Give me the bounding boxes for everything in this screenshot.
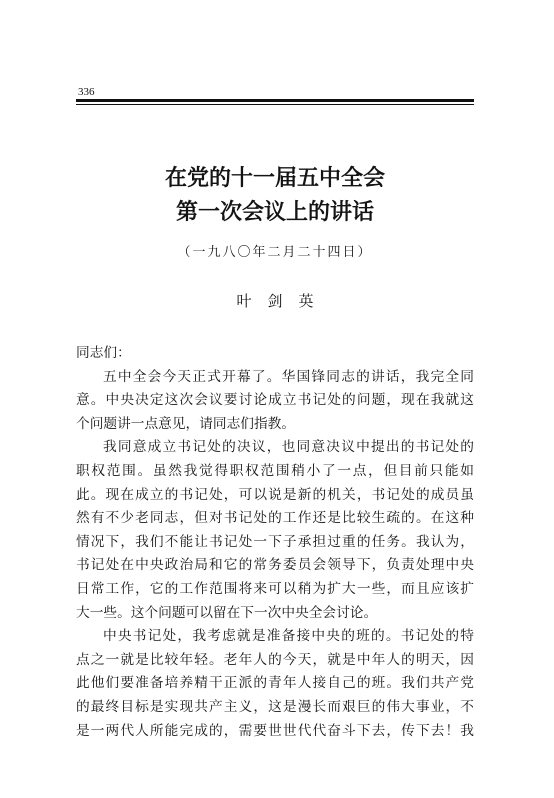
paragraph-3-line-1: 中央书记处，我考虑就是准备接中央的班的。书记处的特 bbox=[103, 628, 474, 645]
paragraph-1-line-3: 个问题讲一点意见，请同志们指教。 bbox=[76, 415, 296, 432]
paragraph-2-line-3: 此。现在成立的书记处，可以说是新的机关，书记处的成员虽 bbox=[76, 486, 474, 503]
paragraph-2-line-5: 情况下，我们不能让书记处一下子承担过重的任务。我认为， bbox=[76, 533, 474, 550]
paragraph-3-line-2: 点之一就是比较年轻。老年人的今天，就是中年人的明天，因 bbox=[76, 651, 474, 668]
author-name: 叶剑英 bbox=[236, 292, 330, 310]
page-number: 336 bbox=[78, 86, 95, 98]
body-text bbox=[76, 342, 474, 743]
header-rule-thick bbox=[76, 99, 474, 102]
paragraph-2-line-4: 然有不少老同志，但对书记处的工作还是比较生疏的。在这种 bbox=[76, 510, 474, 527]
paragraph-2-line-6: 书记处在中央政治局和它的常务委员会领导下，负责处理中央 bbox=[76, 557, 474, 574]
paragraph-2-line-1: 我同意成立书记处的决议，也同意决议中提出的书记处的 bbox=[103, 439, 474, 456]
header-rule-thin bbox=[76, 104, 474, 105]
paragraph-1-line-2: 意。中央决定这次会议要讨论成立书记处的问题，现在我就这 bbox=[76, 392, 474, 409]
date-line: （一九八〇年二月二十四日） bbox=[177, 245, 373, 260]
title-line-2: 第一次会议上的讲话 bbox=[175, 200, 374, 225]
paragraph-2-line-8: 大一些。这个问题可以留在下一次中央全会讨论。 bbox=[76, 604, 378, 621]
paragraph-3-line-5: 是一两代人所能完成的，需要世世代代奋斗下去，传下去！我 bbox=[76, 722, 474, 739]
paragraph-1-line-1: 五中全会今天正式开幕了。华国锋同志的讲话，我完全同 bbox=[103, 368, 474, 385]
page-title bbox=[76, 162, 474, 230]
paragraph-2-line-2: 职权范围。虽然我觉得职权范围稍小了一点，但目前只能如 bbox=[76, 462, 474, 479]
paragraph-3-line-3: 此他们要准备培养精干正派的青年人接自己的班。我们共产党 bbox=[76, 675, 474, 692]
paragraph-3-line-4: 的最终目标是实现共产主义，这是漫长而艰巨的伟大事业，不 bbox=[76, 698, 474, 715]
title-line-1: 在党的十一届五中全会 bbox=[164, 166, 385, 191]
salutation-line: 同志们： bbox=[76, 345, 131, 361]
paragraph-2-line-7: 日常工作，它的工作范围将来可以稍为扩大一些，而且应该扩 bbox=[76, 580, 474, 597]
